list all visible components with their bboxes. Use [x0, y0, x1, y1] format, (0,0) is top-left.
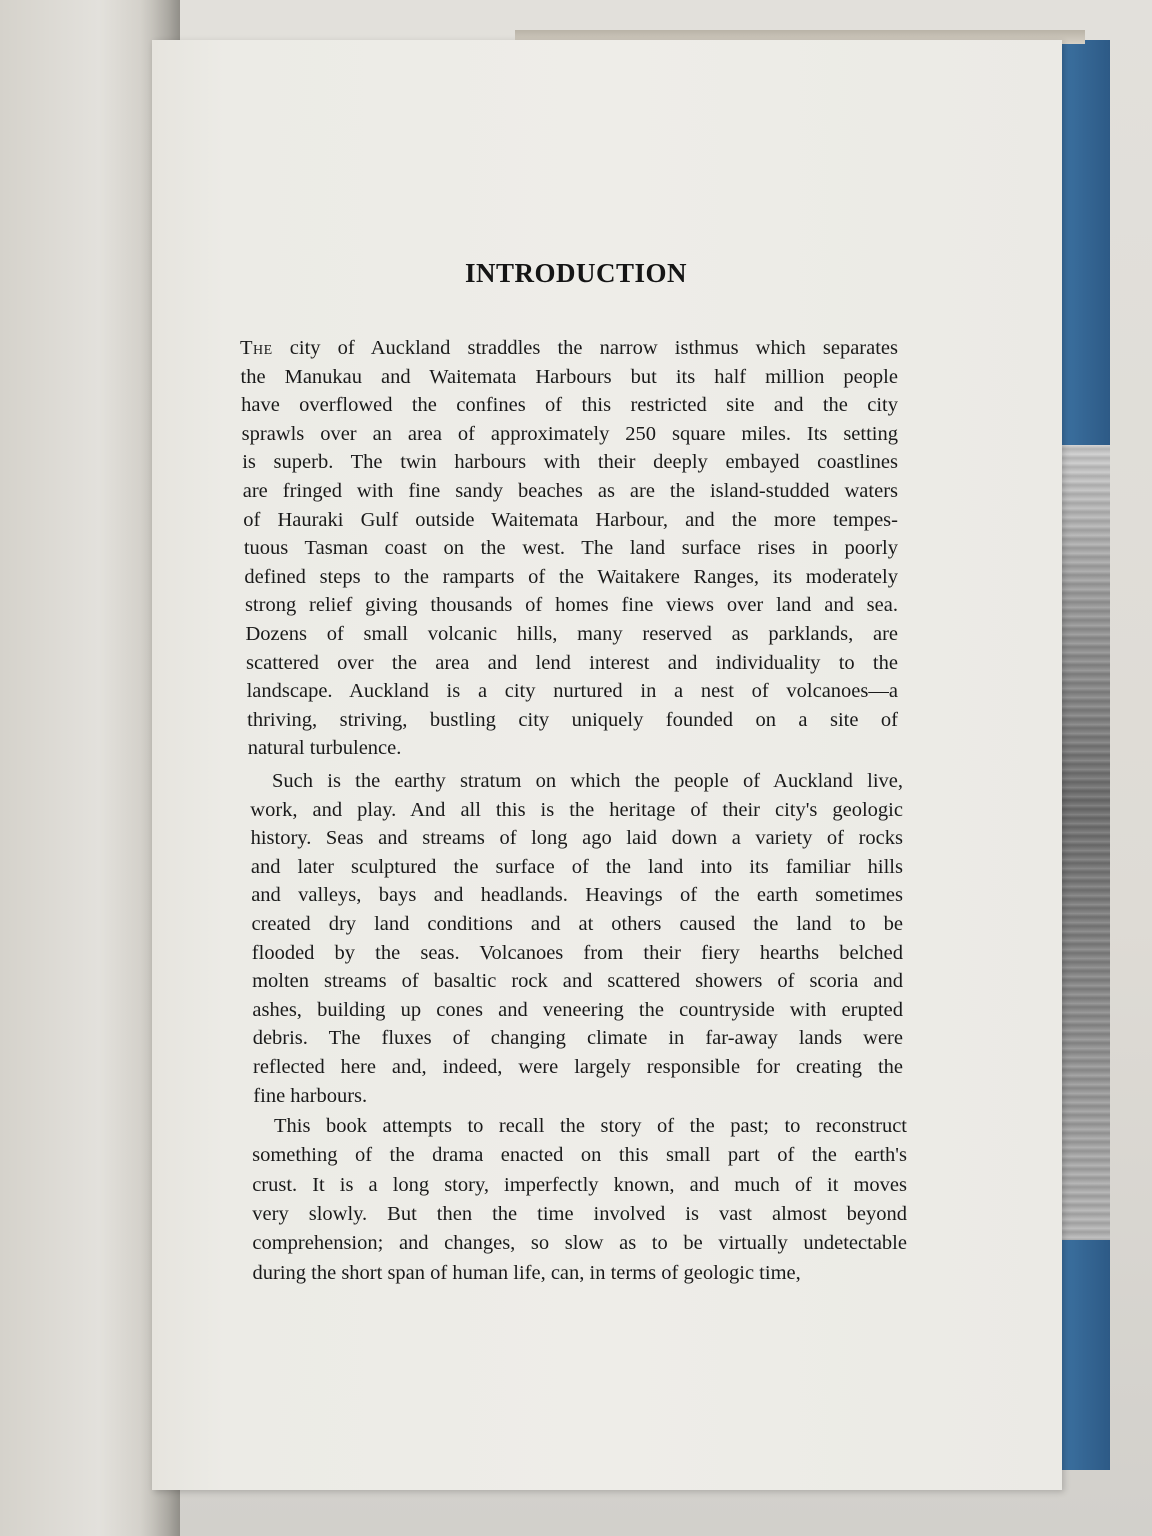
text-line: molten streams of basaltic rock and scattered showers of scoria and [252, 970, 903, 993]
text-line: flooded by the seas. Volcanoes from their fiery hearths belched [251, 941, 903, 964]
text-line: very slowly. But then the time involved is vast almost beyond [252, 1202, 907, 1225]
text-line: and valleys, bays and headlands. Heavings of the earth sometimes [251, 884, 903, 907]
text-line: of Hauraki Gulf outside Waitemata Harbour, and the more tempes- [243, 508, 898, 531]
text-line: landscape. Auckland is a city nurtured in a nest of volcanoes—a [246, 680, 898, 703]
text-line: and later sculptured the surface of the land into its familiar hills [250, 855, 903, 878]
text-line: tuous Tasman coast on the west. The land surface rises in poorly [243, 537, 898, 560]
text-line: defined steps to the ramparts of the Waitakere Ranges, its moderately [244, 565, 898, 588]
text-line: history. Seas and streams of long ago laid down a variety of rocks [250, 827, 903, 850]
text-line: during the short span of human life, can, in terms of geologic time, [252, 1261, 801, 1284]
text-line: crust. It is a long story, imperfectly known, and much of it moves [252, 1173, 907, 1196]
line-text: city of Auckland straddles the narrow isthmus which separates [289, 337, 899, 359]
text-line: are fringed with fine sandy beaches as are the island-studded waters [242, 480, 898, 502]
text-line: something of the drama enacted on this small part of the earth's [252, 1144, 907, 1167]
page-title: INTRODUCTION [464, 258, 688, 288]
dust-jacket-photo [1062, 445, 1110, 1240]
text-line: work, and play. And all this is the heritage of their city's geologic [250, 798, 903, 821]
text-line: comprehension; and changes, so slow as to be virtually undetectable [252, 1232, 907, 1255]
text-line: strong relief giving thousands of homes fine views over land and sea. [244, 594, 898, 617]
text-line: is superb. The twin harbours with their deeply embayed coastlines [242, 451, 898, 474]
text-line: Dozens of small volcanic hills, many reserved as parklands, are [245, 623, 898, 645]
text-line: reflected here and, indeed, were largely responsible for creating the [253, 1056, 903, 1078]
text-line: fine harbours. [253, 1084, 368, 1107]
text-line: thriving, striving, bustling city uniquely founded on a site of [247, 708, 898, 731]
text-line: scattered over the area and lend interest and individuality to the [246, 651, 898, 674]
text-line: ashes, building up cones and veneering the countryside with erupted [252, 998, 903, 1021]
text-line: Such is the earthy stratum on which the people of Auckland live, [272, 770, 903, 792]
lead-word: The [240, 337, 273, 359]
text-line: sprawls over an area of approximately 250 square miles. Its setting [241, 422, 898, 445]
text-line: debris. The fluxes of changing climate in far-away lands were [252, 1027, 903, 1050]
text-line: the Manukau and Waitemata Harbours but its half million people [240, 365, 898, 388]
text-line: natural turbulence. [247, 737, 402, 760]
text-line: have overflowed the confines of this restricted site and the city [241, 394, 898, 417]
text-line [240, 334, 898, 362]
text-line: This book attempts to recall the story of the past; to reconstruct [274, 1115, 907, 1137]
text-line: created dry land conditions and at others caused the land to be [251, 913, 903, 935]
